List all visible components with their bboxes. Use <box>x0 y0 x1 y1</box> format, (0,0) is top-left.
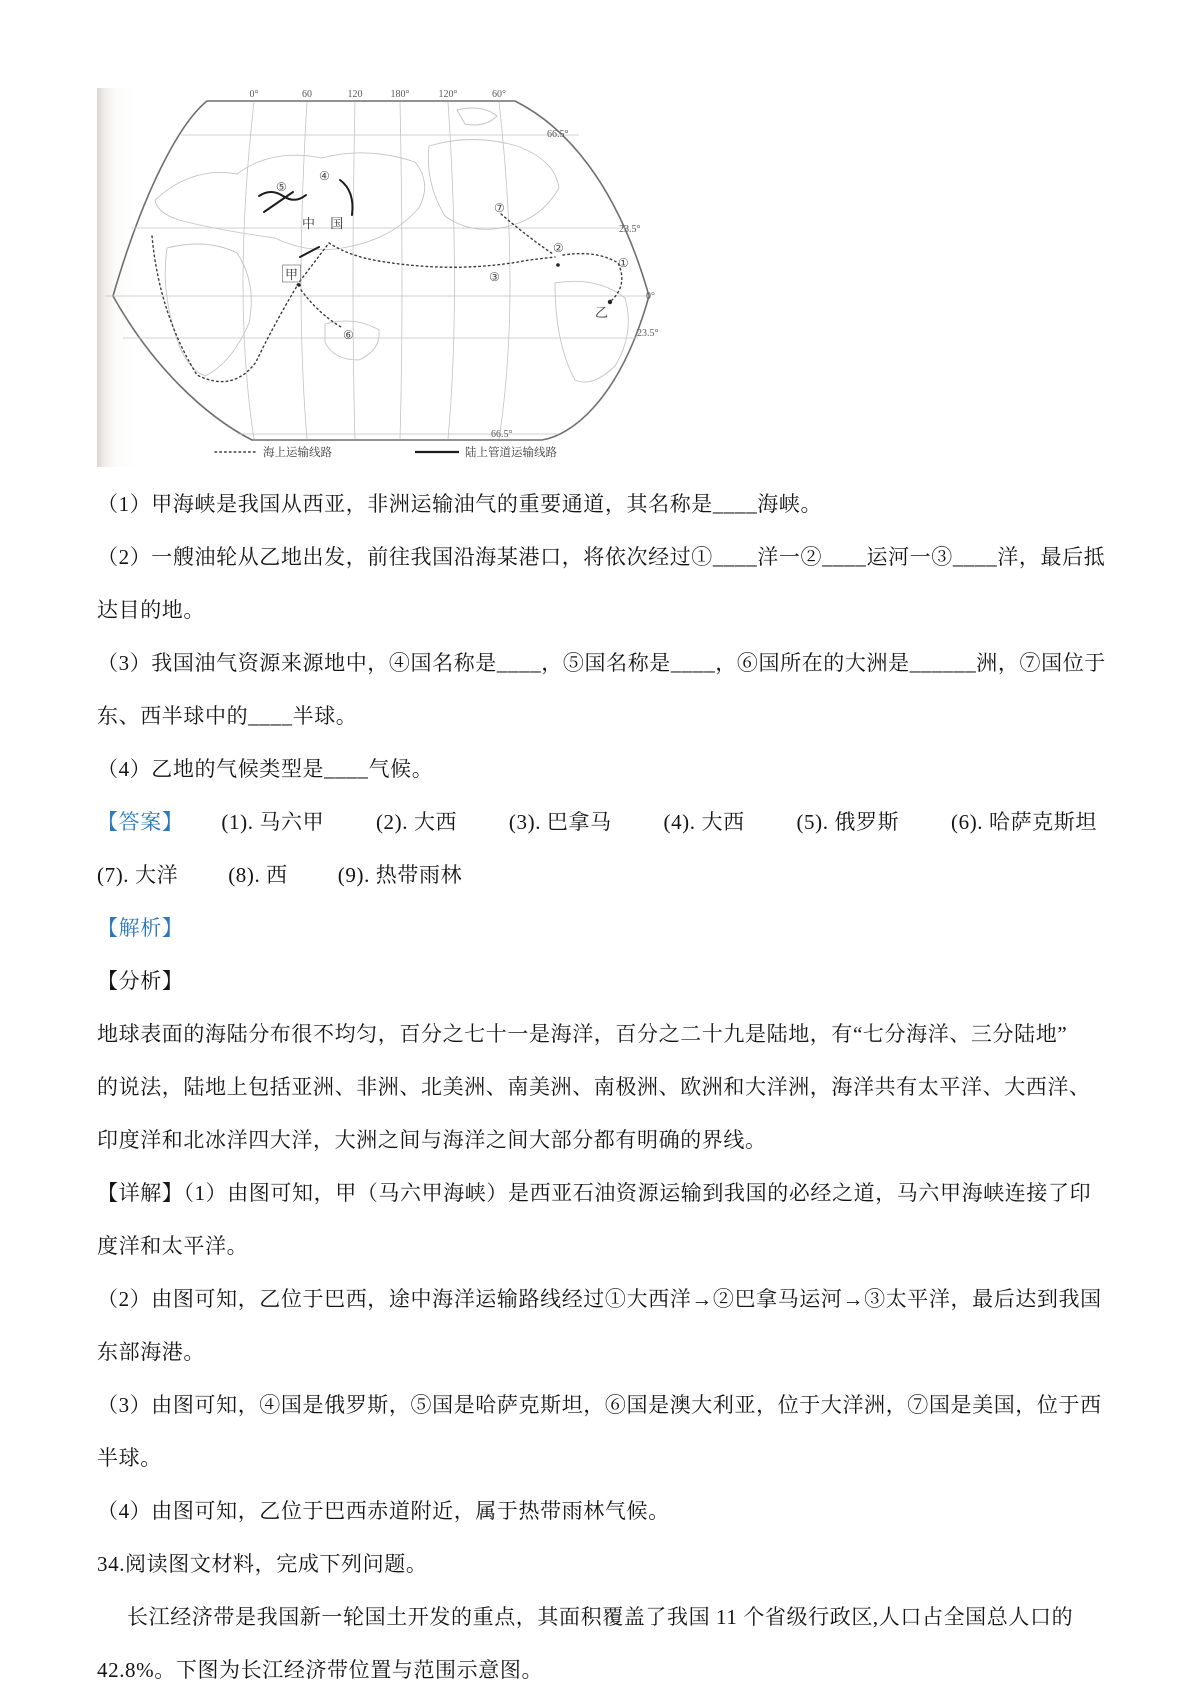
world-map-figure <box>97 88 665 467</box>
question-3-line2: 东、西半球中的____半球。 <box>97 704 358 728</box>
detail-tag: 【详解】 <box>97 1181 184 1205</box>
marker-5: ⑤ <box>276 180 287 194</box>
marker-7: ⑦ <box>494 201 505 215</box>
map-frame <box>113 101 649 440</box>
sea-route-america <box>563 254 622 300</box>
analysis-tag: 【分析】 <box>97 969 184 993</box>
detail-line-3b: 半球。 <box>97 1446 162 1470</box>
lat-665n: 66.5° <box>547 129 569 140</box>
marker-6: ⑥ <box>343 328 354 342</box>
detail-line-1a <box>97 1167 1105 1220</box>
marker-4: ④ <box>319 169 330 183</box>
answer-row-1 <box>97 796 1105 849</box>
question-34-intro-line1: 长江经济带是我国新一轮国土开发的重点，其面积覆盖了我国 11 个省级行政区,人口占全国总人口的 <box>127 1605 1074 1629</box>
question-34-intro-line2: 42.8%。下图为长江经济带位置与范围示意图。 <box>97 1658 544 1682</box>
question-2-line1: （2）一艘油轮从乙地出发，前往我国沿海某港口，将依次经过①____洋一②____运河一③____洋，最后抵 <box>97 545 1106 569</box>
question-34-title: 34.阅读图文材料，完成下列问题。 <box>97 1552 428 1576</box>
tick-60e: 60 <box>302 89 312 100</box>
tick-120w: 120° <box>438 89 458 100</box>
answer-item-4: (4). 大西 <box>663 810 745 834</box>
detail-line-1b: 度洋和太平洋。 <box>97 1234 249 1258</box>
port-dot-jia <box>297 283 301 287</box>
sea-route-australia <box>301 290 341 327</box>
marker-1: ① <box>618 256 629 270</box>
answer-item-9: (9). 热带雨林 <box>337 863 463 887</box>
port-dot-2 <box>556 263 560 267</box>
question-1: （1）甲海峡是我国从西亚，非洲运输油气的重要通道，其名称是____海峡。 <box>97 492 823 516</box>
tick-180: 180° <box>390 89 410 100</box>
answer-item-2: (2). 大西 <box>375 810 458 834</box>
analysis-line-3: 印度洋和北冰洋四大洋，大洲之间与海洋之间大部分都有明确的界线。 <box>97 1128 767 1152</box>
sea-routes <box>152 214 622 382</box>
answer-item-8: (8). 西 <box>228 863 288 887</box>
answer-item-5: (5). 俄罗斯 <box>796 810 900 834</box>
map-svg <box>97 88 665 467</box>
answer-row-2 <box>97 849 1105 902</box>
latitude-labels <box>491 129 659 440</box>
tick-0: 0° <box>249 89 259 100</box>
answer-item-7: (7). 大洋 <box>97 863 179 887</box>
marker-3: ③ <box>489 270 500 284</box>
legend-sea-label: 海上运输线路 <box>263 447 332 459</box>
analysis-line-1: 地球表面的海陆分布很不均匀，百分之七十一是海洋，百分之二十九是陆地，有“七分海洋、三分陆地” <box>97 1022 1068 1046</box>
answer-item-3: (3). 巴拿马 <box>508 810 612 834</box>
detail-1-text: （1）由图可知，甲（马六甲海峡）是西亚石油资源运输到我国的必经之道，马六甲海峡连接了印 <box>183 1181 1092 1205</box>
marker-2: ② <box>553 241 564 255</box>
question-4: （4）乙地的气候类型是____气候。 <box>97 757 434 781</box>
pipeline-kazakh <box>264 192 293 212</box>
map-grid-meridians <box>243 102 510 439</box>
lat-665s: 66.5° <box>491 429 513 440</box>
answer-item-1: (1). 马六甲 <box>221 810 325 834</box>
question-3-line1: （3）我国油气资源来源地中，④国名称是____，⑤国名称是____，⑥国所在的大洲是______洲，⑦国位于 <box>97 651 1106 675</box>
detail-line-3a: （3）由图可知，④国是俄罗斯，⑤国是哈萨克斯坦，⑥国是澳大利亚，位于大洋洲，⑦国是美国，位于西 <box>97 1393 1102 1417</box>
lat-235n: 23.5° <box>619 224 641 235</box>
explanation-tag: 【解析】 <box>97 916 184 940</box>
detail-line-4: （4）由图可知，乙位于巴西赤道附近，属于热带雨林气候。 <box>97 1499 670 1523</box>
exam-text-block <box>97 478 1105 1697</box>
legend-land-label: 陆上管道运输线路 <box>465 447 557 459</box>
sea-route-around-africa <box>152 236 297 382</box>
marker-jia: 甲 <box>285 267 299 282</box>
answer-items <box>221 796 1105 849</box>
map-legend <box>215 445 557 459</box>
tick-120e: 120 <box>347 89 363 100</box>
answer-tag: 【答案】 <box>97 810 184 834</box>
map-grid-parallels <box>105 135 650 434</box>
tick-60w: 60° <box>492 89 506 100</box>
question-2-line2: 达目的地。 <box>97 598 205 622</box>
detail-line-2a: （2）由图可知，乙位于巴西，途中海洋运输路线经过①大西洋→②巴拿马运河→③太平洋，最后达到我国 <box>97 1287 1102 1311</box>
analysis-line-2: 的说法，陆地上包括亚洲、非洲、北美洲、南美洲、南极洲、欧洲和大洋洲，海洋共有太平洋、大西洋、 <box>97 1075 1091 1099</box>
detail-line-2b: 东部海港。 <box>97 1340 205 1364</box>
lat-235s: 23.5° <box>637 328 659 339</box>
pipeline-russia <box>340 180 353 215</box>
port-dot-yi <box>608 300 612 304</box>
answer-item-6: (6). 哈萨克斯坦 <box>951 810 1097 834</box>
label-china: 中 国 <box>302 216 350 231</box>
marker-yi: 乙 <box>595 305 609 320</box>
longitude-ticks <box>250 89 507 100</box>
lat-0: 0° <box>646 291 655 302</box>
